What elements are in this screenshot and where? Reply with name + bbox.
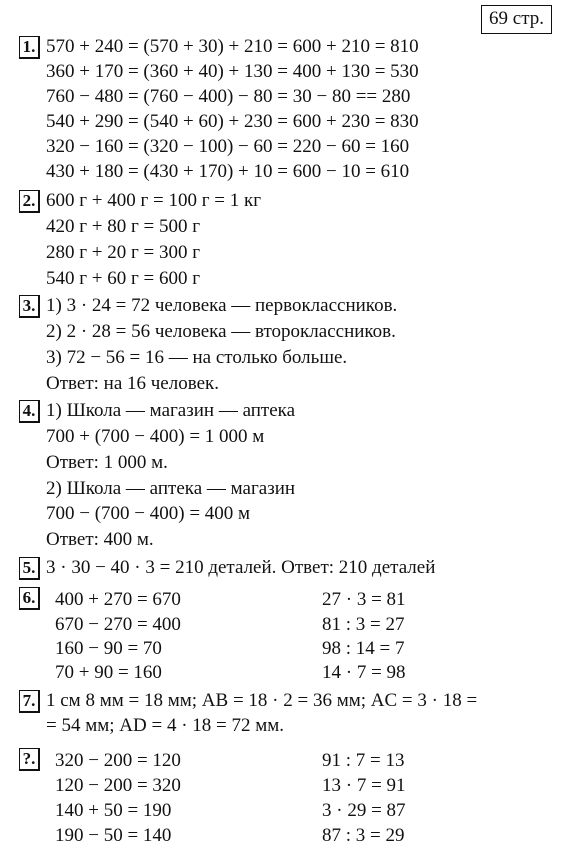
- task-1-line-5: 320 − 160 = (320 − 100) − 60 = 220 − 60 = 160: [46, 136, 410, 157]
- task-1-line-6: 430 + 180 = (430 + 170) + 10 = 600 − 10 = 610: [46, 161, 410, 182]
- bonus-task-right-3: 3 · 29 = 87: [322, 800, 406, 821]
- task-7-number: 7.: [19, 690, 40, 713]
- task-2-number: 2.: [19, 190, 40, 213]
- task-6-right-1: 27 · 3 = 81: [322, 589, 406, 610]
- bonus-task-left-4: 190 − 50 = 140: [55, 825, 172, 846]
- task-4-line-5: 700 − (700 − 400) = 400 м: [46, 503, 251, 524]
- bonus-task-right-4: 87 : 3 = 29: [322, 825, 405, 846]
- bonus-task-right-2: 13 · 7 = 91: [322, 775, 406, 796]
- task-6-right-4: 14 · 7 = 98: [322, 662, 406, 683]
- task-1-line-3: 760 − 480 = (760 − 400) − 80 = 30 − 80 == 280: [46, 86, 411, 107]
- task-6-left-4: 70 + 90 = 160: [55, 662, 162, 683]
- task-7-line-1: 1 см 8 мм = 18 мм; AB = 18 · 2 = 36 мм; AC = 3 · 18 =: [46, 690, 478, 711]
- task-6-left-1: 400 + 270 = 670: [55, 589, 181, 610]
- task-1-line-2: 360 + 170 = (360 + 40) + 130 = 400 + 130 = 530: [46, 61, 419, 82]
- task-6-right-2: 81 : 3 = 27: [322, 614, 405, 635]
- task-7-line-2: = 54 мм; AD = 4 · 18 = 72 мм.: [46, 715, 285, 736]
- task-6-left-3: 160 − 90 = 70: [55, 638, 162, 659]
- task-4-line-1: 1) Школа — магазин — аптека: [46, 400, 296, 421]
- task-3-line-4: Ответ: на 16 человек.: [46, 373, 219, 394]
- task-3-line-2: 2) 2 · 28 = 56 человека — второклассников.: [46, 321, 396, 342]
- task-2-line-3: 280 г + 20 г = 300 г: [46, 242, 201, 263]
- task-1-line-4: 540 + 290 = (540 + 60) + 230 = 600 + 230 = 830: [46, 111, 419, 132]
- task-6-left-2: 670 − 270 = 400: [55, 614, 181, 635]
- task-1-line-1: 570 + 240 = (570 + 30) + 210 = 600 + 210 = 810: [46, 36, 419, 57]
- bonus-task-left-1: 320 − 200 = 120: [55, 750, 181, 771]
- task-4-line-3: Ответ: 1 000 м.: [46, 452, 168, 473]
- task-1-number: 1.: [19, 36, 40, 59]
- task-4-line-6: Ответ: 400 м.: [46, 529, 154, 550]
- task-3-line-1: 1) 3 · 24 = 72 человека — первоклассников.: [46, 295, 398, 316]
- page-label: 69 стр.: [481, 5, 552, 34]
- task-5-number: 5.: [19, 557, 40, 580]
- bonus-task-number: ?.: [19, 748, 40, 771]
- task-3-line-3: 3) 72 − 56 = 16 — на столько больше.: [46, 347, 348, 368]
- bonus-task-right-1: 91 : 7 = 13: [322, 750, 405, 771]
- bonus-task-left-2: 120 − 200 = 320: [55, 775, 181, 796]
- task-4-line-2: 700 + (700 − 400) = 1 000 м: [46, 426, 265, 447]
- task-2-line-4: 540 г + 60 г = 600 г: [46, 268, 201, 289]
- task-3-number: 3.: [19, 295, 40, 318]
- task-6-number: 6.: [19, 587, 40, 610]
- task-4-line-4: 2) Школа — аптека — магазин: [46, 478, 296, 499]
- task-5-line-1: 3 · 30 − 40 · 3 = 210 деталей. Ответ: 210 деталей: [46, 557, 436, 578]
- task-2-line-1: 600 г + 400 г = 100 г = 1 кг: [46, 190, 262, 211]
- task-2-line-2: 420 г + 80 г = 500 г: [46, 216, 201, 237]
- task-6-right-3: 98 : 14 = 7: [322, 638, 405, 659]
- bonus-task-left-3: 140 + 50 = 190: [55, 800, 172, 821]
- task-4-number: 4.: [19, 400, 40, 423]
